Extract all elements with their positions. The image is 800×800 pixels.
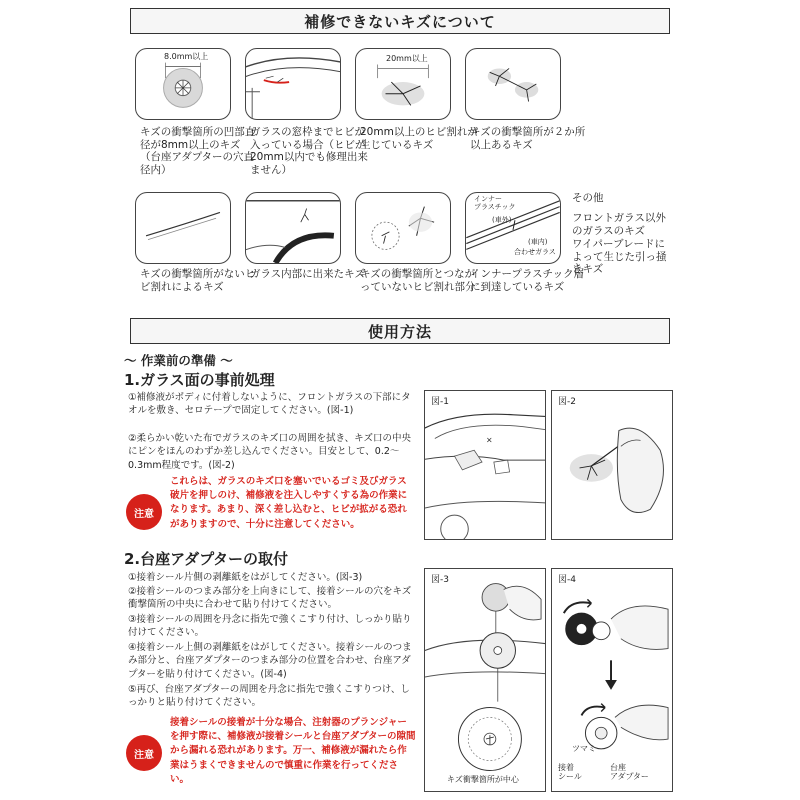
two-impacts-illustration xyxy=(466,49,560,119)
figure-3-label: 図-3 xyxy=(431,575,449,585)
caution-badge-step1: 注意 xyxy=(126,494,162,530)
tile-label-car-out: (車外) xyxy=(492,216,512,224)
figure-4-adapter-label: 台座 アダプター xyxy=(610,763,649,781)
step2-title: 2.台座アダプターの取付 xyxy=(124,550,289,568)
tile-label-20mm: 20mm以上 xyxy=(386,54,428,63)
tile-label-8mm: 8.0mm以上 xyxy=(164,52,209,61)
step2-item-4: ④接着シール上側の剥離紙をはがしてください。接着シールのつまみ部分と、台座アダプターのつまみ部分の位置を合わせ、台座アダプターを貼り付けてください。(図-4) xyxy=(128,642,412,680)
car-with-towel-illustration xyxy=(425,391,545,539)
figure-4 xyxy=(551,568,673,792)
svg-text:×: × xyxy=(485,435,493,445)
caption-crack-20mm: 20mm以上のヒビ割れが生じているキズ xyxy=(360,126,478,151)
tile-impact-8mm xyxy=(135,48,231,120)
other-item-non-windshield: フロントガラス以外のガラスのキズ xyxy=(572,212,666,237)
tile-inner-plastic xyxy=(465,192,561,264)
adapter-attachment-illustration xyxy=(552,569,672,791)
tile-label-inner-plastic: インナー プラスチック xyxy=(474,195,516,211)
prep-title: ～ 作業前の準備 ～ xyxy=(124,353,233,368)
disconnected-crack-illustration xyxy=(356,193,450,263)
figure-3 xyxy=(424,568,546,792)
step2-item-5: ⑤再び、台座アダプターの周囲を丹念に指先で強くこすりつけ、しっかりと貼り付けてください。 xyxy=(128,684,410,709)
tile-label-car-in: (車内) xyxy=(528,238,548,246)
tile-disconnected xyxy=(355,192,451,264)
figure-4-tsumami-label: ツマミ xyxy=(572,744,596,753)
figure-2-label: 図-2 xyxy=(558,397,576,407)
section-title-usage: 使用方法 xyxy=(130,318,670,344)
caution-badge-step2: 注意 xyxy=(126,735,162,771)
caption-two-impacts: キズの衝撃箇所が２か所以上あるキズ xyxy=(470,126,586,151)
scratch-line-illustration xyxy=(136,193,230,263)
section-title-unrepairable: 補修できないキズについて xyxy=(130,8,670,34)
pin-insertion-illustration xyxy=(552,391,672,539)
figure-4-label: 図-4 xyxy=(558,575,576,585)
figure-1-label: 図-1 xyxy=(431,397,449,407)
figure-2 xyxy=(551,390,673,540)
step2-item-1: ①接着シール片側の剥離紙をはがしてください。(図-3) xyxy=(128,572,363,583)
caution-text-step1: これらは、ガラスのキズ口を塞いでいるゴミ及びガラス破片を押しのけ、補修液を注入しやすくする為の作業になります。あまり、深く差し込むと、ヒビが拡がる恐れがありますので、十分に注意してください。 xyxy=(170,476,408,530)
caption-inner-plastic: インナープラスチック層に到達しているキズ xyxy=(470,268,585,293)
caption-disconnected: キズの衝撃箇所とつながっていないヒビ割れ部分 xyxy=(360,268,476,293)
other-title: その他 xyxy=(572,192,604,204)
tile-no-impact xyxy=(135,192,231,264)
windshield-crack-illustration xyxy=(246,49,340,119)
tile-label-laminated-glass: 合わせガラス xyxy=(514,248,556,256)
step1-item-1: ①補修液がボディに付着しないように、フロントガラスの下部にタオルを敷き、セロテープで固定してください。(図-1) xyxy=(128,392,411,417)
figure-4-seal-label: 接着 シール xyxy=(558,763,582,781)
step2-item-3: ③接着シールの周囲を丹念に指先で強くこすり付け、しっかり貼り付けてください。 xyxy=(128,614,412,639)
caption-impact-8mm: キズの衝撃箇所の凹部直径が8mm以上のキズ（台座アダプターの穴直径内） xyxy=(140,126,256,176)
step2-item-2: ②接着シールのつまみ部分を上向きにして、接着シールの穴をキズ衝撃箇所の中央に合わせて貼り付けてください。 xyxy=(128,586,412,611)
figure-1 xyxy=(424,390,546,540)
other-item-wiper: ワイパーブレードによって生じた引っ掻きキズ xyxy=(572,238,667,275)
tile-crack-20mm xyxy=(355,48,451,120)
figure-3-note: キズ衝撃箇所が中心 xyxy=(447,775,519,784)
tile-two-impacts xyxy=(465,48,561,120)
caution-text-step2: 接着シールの接着が十分な場合、注射器のプランジャーを押す際に、補修液が接着シールと台座アダプターの隙間から漏れる恐れがあります。万一、補修液が漏れたら作業はうまくできませんので慎重に作業を行ってください。 xyxy=(170,717,416,785)
car-interior-illustration xyxy=(246,193,340,263)
caption-crack-frame: ガラスの窓枠までヒビが入っている場合（ヒビが20mm以内でも修理出来ません） xyxy=(250,126,368,176)
tile-internal xyxy=(245,192,341,264)
tile-crack-frame xyxy=(245,48,341,120)
seal-attachment-illustration xyxy=(425,569,545,791)
caption-internal: ガラス内部に出来たキズ xyxy=(250,268,365,280)
caption-no-impact: キズの衝撃箇所がないヒビ割れによるキズ xyxy=(140,268,256,293)
step1-title: 1.ガラス面の事前処理 xyxy=(124,371,275,389)
step1-item-2: ②柔らかい乾いた布でガラスのキズ口の周囲を拭き、キズ口の中央にピンをほんのわずか差し込んでください。目安として、0.2～0.3mm程度です。(図-2) xyxy=(128,433,411,471)
